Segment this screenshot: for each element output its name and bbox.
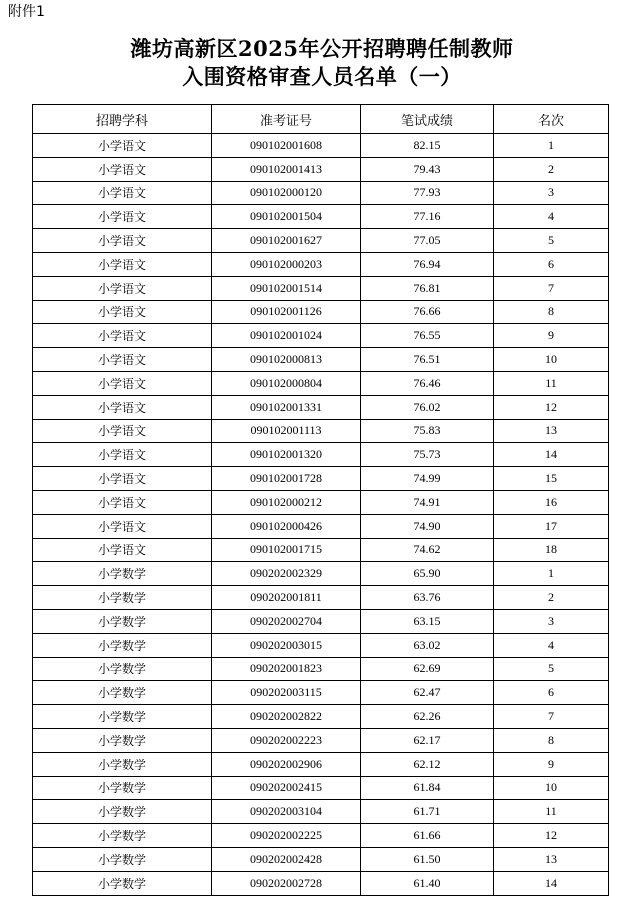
- table-row: [33, 490, 609, 514]
- cell-rank: 11: [494, 371, 609, 395]
- cell-rank: 8: [494, 300, 609, 324]
- cell-subject: 小学语文: [33, 134, 212, 158]
- cell-written-score: 74.62: [361, 538, 494, 562]
- cell-written-score: 74.99: [361, 467, 494, 491]
- table-row: [33, 229, 609, 253]
- cell-exam-number: 090202003115: [212, 681, 361, 705]
- cell-subject: 小学语文: [33, 467, 212, 491]
- cell-rank: 5: [494, 229, 609, 253]
- cell-exam-number: 090102001126: [212, 300, 361, 324]
- table-row: [33, 157, 609, 181]
- cell-exam-number: 090102001413: [212, 157, 361, 181]
- cell-exam-number: 090202002728: [212, 871, 361, 895]
- cell-subject: 小学数学: [33, 657, 212, 681]
- cell-exam-number: 090202002329: [212, 562, 361, 586]
- table-row: [33, 609, 609, 633]
- cell-exam-number: 090102000804: [212, 371, 361, 395]
- cell-rank: 15: [494, 467, 609, 491]
- table-row: [33, 824, 609, 848]
- table-row: [33, 134, 609, 158]
- cell-exam-number: 090202001823: [212, 657, 361, 681]
- cell-subject: 小学语文: [33, 371, 212, 395]
- cell-exam-number: 090202003015: [212, 633, 361, 657]
- cell-rank: 3: [494, 181, 609, 205]
- table-row: [33, 467, 609, 491]
- cell-written-score: 76.66: [361, 300, 494, 324]
- cell-exam-number: 090202002822: [212, 705, 361, 729]
- cell-rank: 4: [494, 205, 609, 229]
- cell-exam-number: 090202002223: [212, 728, 361, 752]
- table-body: [33, 134, 609, 896]
- cell-written-score: 82.15: [361, 134, 494, 158]
- cell-rank: 2: [494, 586, 609, 610]
- cell-subject: 小学数学: [33, 586, 212, 610]
- cell-rank: 7: [494, 276, 609, 300]
- table-row: [33, 371, 609, 395]
- cell-exam-number: 090102001331: [212, 395, 361, 419]
- cell-written-score: 62.47: [361, 681, 494, 705]
- cell-rank: 3: [494, 609, 609, 633]
- cell-written-score: 61.40: [361, 871, 494, 895]
- cell-exam-number: 090102001514: [212, 276, 361, 300]
- cell-written-score: 62.12: [361, 752, 494, 776]
- page-title-line-2: 入围资格审查人员名单（一）: [182, 64, 462, 89]
- cell-rank: 2: [494, 157, 609, 181]
- cell-written-score: 61.84: [361, 776, 494, 800]
- header-rank: 名次: [494, 105, 609, 134]
- cell-exam-number: 090102000426: [212, 514, 361, 538]
- cell-rank: 14: [494, 871, 609, 895]
- cell-rank: 12: [494, 395, 609, 419]
- cell-rank: 10: [494, 348, 609, 372]
- cell-exam-number: 090202001811: [212, 586, 361, 610]
- table-row: [33, 252, 609, 276]
- cell-subject: 小学语文: [33, 419, 212, 443]
- cell-rank: 6: [494, 681, 609, 705]
- table-row: [33, 205, 609, 229]
- table-row: [33, 776, 609, 800]
- cell-subject: 小学数学: [33, 776, 212, 800]
- cell-subject: 小学数学: [33, 871, 212, 895]
- cell-subject: 小学数学: [33, 562, 212, 586]
- cell-exam-number: 090202003104: [212, 800, 361, 824]
- table-row: [33, 443, 609, 467]
- cell-written-score: 77.05: [361, 229, 494, 253]
- cell-subject: 小学语文: [33, 157, 212, 181]
- cell-subject: 小学数学: [33, 800, 212, 824]
- cell-rank: 16: [494, 490, 609, 514]
- cell-rank: 7: [494, 705, 609, 729]
- cell-exam-number: 090102000203: [212, 252, 361, 276]
- cell-written-score: 75.73: [361, 443, 494, 467]
- cell-exam-number: 090202002415: [212, 776, 361, 800]
- cell-written-score: 63.15: [361, 609, 494, 633]
- cell-rank: 1: [494, 134, 609, 158]
- cell-exam-number: 090102001608: [212, 134, 361, 158]
- table-row: [33, 800, 609, 824]
- cell-written-score: 74.90: [361, 514, 494, 538]
- cell-written-score: 61.50: [361, 847, 494, 871]
- cell-exam-number: 090102001113: [212, 419, 361, 443]
- table-row: [33, 847, 609, 871]
- cell-exam-number: 090202002704: [212, 609, 361, 633]
- table-row: [33, 514, 609, 538]
- cell-subject: 小学语文: [33, 252, 212, 276]
- cell-rank: 12: [494, 824, 609, 848]
- cell-subject: 小学语文: [33, 443, 212, 467]
- table-row: [33, 348, 609, 372]
- cell-rank: 1: [494, 562, 609, 586]
- cell-exam-number: 090102000813: [212, 348, 361, 372]
- cell-written-score: 74.91: [361, 490, 494, 514]
- cell-subject: 小学语文: [33, 514, 212, 538]
- table-row: [33, 633, 609, 657]
- cell-rank: 17: [494, 514, 609, 538]
- cell-exam-number: 090102001728: [212, 467, 361, 491]
- cell-rank: 9: [494, 324, 609, 348]
- table-row: [33, 538, 609, 562]
- cell-subject: 小学语文: [33, 205, 212, 229]
- cell-written-score: 75.83: [361, 419, 494, 443]
- cell-subject: 小学数学: [33, 824, 212, 848]
- page-title-line-1: 潍坊高新区2025年公开招聘聘任制教师: [130, 36, 514, 61]
- cell-rank: 8: [494, 728, 609, 752]
- table-row: [33, 681, 609, 705]
- header-written-score: 笔试成绩: [361, 105, 494, 134]
- cell-rank: 10: [494, 776, 609, 800]
- cell-exam-number: 090102000212: [212, 490, 361, 514]
- cell-rank: 13: [494, 419, 609, 443]
- cell-written-score: 76.51: [361, 348, 494, 372]
- cell-exam-number: 090202002428: [212, 847, 361, 871]
- cell-written-score: 77.16: [361, 205, 494, 229]
- cell-written-score: 79.43: [361, 157, 494, 181]
- cell-exam-number: 090102001024: [212, 324, 361, 348]
- table-row: [33, 324, 609, 348]
- cell-rank: 18: [494, 538, 609, 562]
- cell-exam-number: 090102001320: [212, 443, 361, 467]
- cell-written-score: 76.55: [361, 324, 494, 348]
- cell-rank: 6: [494, 252, 609, 276]
- cell-subject: 小学语文: [33, 276, 212, 300]
- cell-subject: 小学语文: [33, 300, 212, 324]
- cell-written-score: 77.93: [361, 181, 494, 205]
- cell-exam-number: 090102001504: [212, 205, 361, 229]
- cell-written-score: 63.76: [361, 586, 494, 610]
- cell-subject: 小学数学: [33, 681, 212, 705]
- cell-subject: 小学语文: [33, 181, 212, 205]
- cell-subject: 小学数学: [33, 609, 212, 633]
- cell-rank: 9: [494, 752, 609, 776]
- table-row: [33, 705, 609, 729]
- cell-written-score: 76.81: [361, 276, 494, 300]
- cell-subject: 小学数学: [33, 705, 212, 729]
- cell-rank: 14: [494, 443, 609, 467]
- cell-written-score: 61.66: [361, 824, 494, 848]
- candidate-table: [32, 104, 609, 896]
- table-row: [33, 752, 609, 776]
- cell-rank: 5: [494, 657, 609, 681]
- cell-written-score: 65.90: [361, 562, 494, 586]
- cell-exam-number: 090202002225: [212, 824, 361, 848]
- table-row: [33, 276, 609, 300]
- cell-subject: 小学数学: [33, 728, 212, 752]
- cell-subject: 小学数学: [33, 847, 212, 871]
- cell-written-score: 62.17: [361, 728, 494, 752]
- table-row: [33, 657, 609, 681]
- table-row: [33, 871, 609, 895]
- header-subject: 招聘学科: [33, 105, 212, 134]
- table-row: [33, 562, 609, 586]
- table-row: [33, 181, 609, 205]
- cell-written-score: 62.26: [361, 705, 494, 729]
- cell-subject: 小学数学: [33, 633, 212, 657]
- table-row: [33, 728, 609, 752]
- cell-written-score: 76.46: [361, 371, 494, 395]
- cell-rank: 11: [494, 800, 609, 824]
- cell-subject: 小学语文: [33, 229, 212, 253]
- table-row: [33, 419, 609, 443]
- cell-written-score: 76.94: [361, 252, 494, 276]
- cell-written-score: 76.02: [361, 395, 494, 419]
- cell-rank: 4: [494, 633, 609, 657]
- table-row: [33, 395, 609, 419]
- cell-exam-number: 090202002906: [212, 752, 361, 776]
- cell-subject: 小学数学: [33, 752, 212, 776]
- cell-subject: 小学语文: [33, 348, 212, 372]
- cell-subject: 小学语文: [33, 324, 212, 348]
- cell-written-score: 62.69: [361, 657, 494, 681]
- table-header-row: [33, 105, 609, 134]
- cell-subject: 小学语文: [33, 538, 212, 562]
- cell-exam-number: 090102001627: [212, 229, 361, 253]
- cell-subject: 小学语文: [33, 395, 212, 419]
- cell-exam-number: 090102000120: [212, 181, 361, 205]
- cell-written-score: 63.02: [361, 633, 494, 657]
- cell-subject: 小学语文: [33, 490, 212, 514]
- table-row: [33, 586, 609, 610]
- attachment-label: 附件1: [8, 4, 45, 20]
- cell-rank: 13: [494, 847, 609, 871]
- table-row: [33, 300, 609, 324]
- header-exam-number: 准考证号: [212, 105, 361, 134]
- cell-written-score: 61.71: [361, 800, 494, 824]
- cell-exam-number: 090102001715: [212, 538, 361, 562]
